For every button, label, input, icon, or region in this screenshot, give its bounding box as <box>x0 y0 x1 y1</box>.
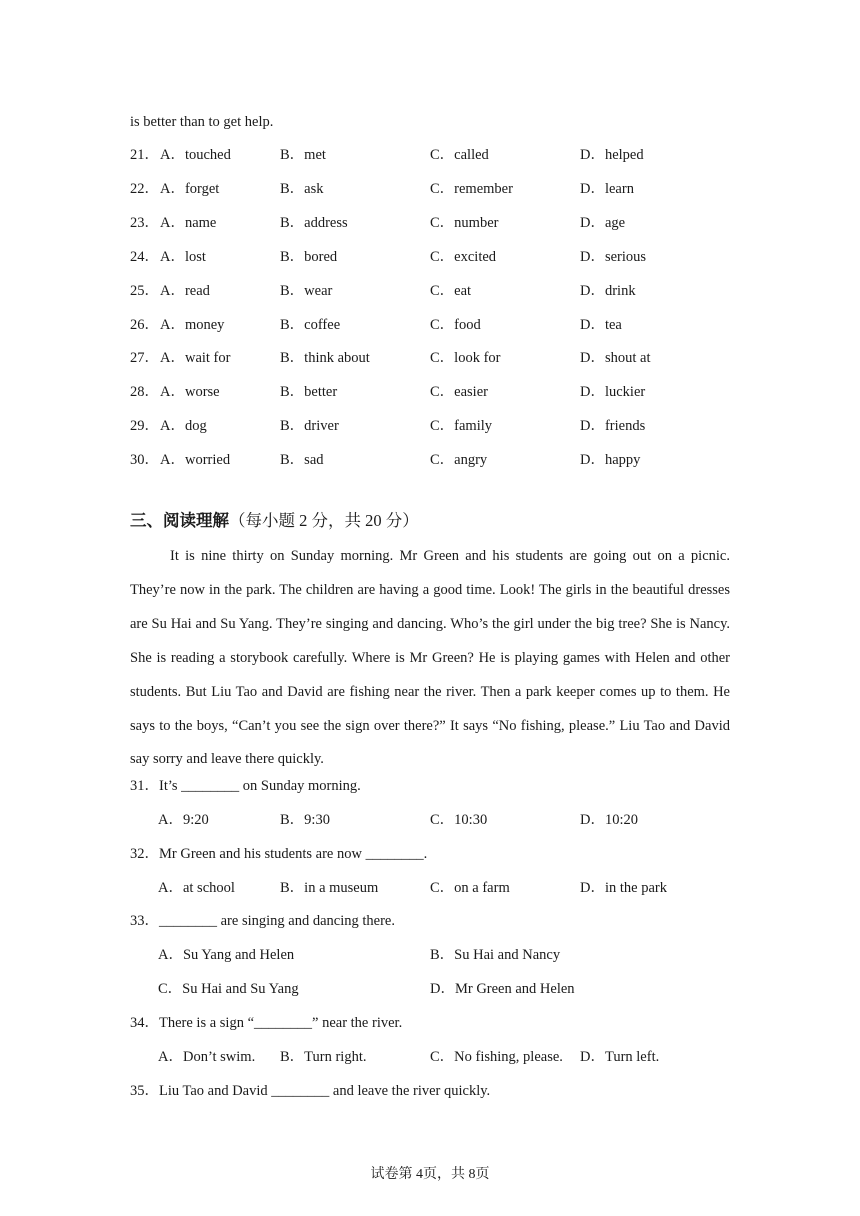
option-d: D．helped <box>580 147 644 163</box>
option-a: A．9:20 <box>158 812 209 828</box>
option-c: C．family <box>430 418 493 434</box>
section-heading-note: （每小题 2 分，共 20 分） <box>229 511 419 530</box>
question-number: 30． <box>130 452 159 468</box>
option-b: B．sad <box>280 452 324 468</box>
option-c: C．angry <box>430 452 488 468</box>
option-d: D．happy <box>580 452 641 468</box>
question-number: 23． <box>130 215 159 231</box>
question-stem: 33．________ are singing and dancing there. <box>130 913 395 929</box>
option-a: A．Su Yang and Helen <box>158 947 295 963</box>
option-b: B．think about <box>280 350 370 366</box>
reading-passage: It is nine thirty on Sunday morning. Mr Green and his students are going out on a picnic. They’re now in the park. The children are having a good time. Look! The girls in the beautiful dresses are Su Hai and Su Yang. They’re singing and dancing. Who’s the girl under the big tree? She is Nancy. She is reading a storybook carefully. Where is Mr Green? He is playing games with Helen and other students. But Liu Tao and David are fishing near the river. Then a park keeper comes up to them. He says to the boys, “Can’t you see the sign over there?” It says “No fishing, please.” Liu Tao and David say sorry and leave there quickly. <box>130 548 730 768</box>
option-d: D．shout at <box>580 350 651 366</box>
option-b: B．better <box>280 384 338 400</box>
option-b: B．driver <box>280 418 339 434</box>
option-c: C．Su Hai and Su Yang <box>158 981 299 997</box>
option-a: A．worried <box>160 452 231 468</box>
option-b: B．9:30 <box>280 812 330 828</box>
option-b: B．address <box>280 215 348 231</box>
question-stem: 34．There is a sign “________” near the river. <box>130 1015 403 1031</box>
section-heading-title: 三、阅读理解 <box>130 511 229 530</box>
option-d: D．tea <box>580 317 622 333</box>
option-d: D．drink <box>580 283 636 299</box>
option-a: A．Don’t swim. <box>158 1049 256 1065</box>
option-a: A．forget <box>160 181 220 197</box>
question-number: 28． <box>130 384 159 400</box>
option-c: C．on a farm <box>430 880 510 896</box>
option-a: A．name <box>160 215 217 231</box>
option-a: A．lost <box>160 249 206 265</box>
option-d: D．friends <box>580 418 646 434</box>
option-c: C．look for <box>430 350 501 366</box>
option-d: D．serious <box>580 249 647 265</box>
question-number: 24． <box>130 249 159 265</box>
option-d: D．Turn left. <box>580 1049 660 1065</box>
question-number: 26． <box>130 317 159 333</box>
question-number: 22． <box>130 181 159 197</box>
question-number: 21． <box>130 147 159 163</box>
option-d: D．learn <box>580 181 634 197</box>
option-c: C．No fishing, please. <box>430 1049 563 1065</box>
question-number: 29． <box>130 418 159 434</box>
option-a: A．touched <box>160 147 231 163</box>
option-b: B．Turn right. <box>280 1049 367 1065</box>
option-c: C．remember <box>430 181 513 197</box>
option-c: C．eat <box>430 283 472 299</box>
option-b: B．bored <box>280 249 338 265</box>
option-c: C．easier <box>430 384 488 400</box>
option-a: A．money <box>160 317 225 333</box>
option-d: D．10:20 <box>580 812 638 828</box>
option-c: C．called <box>430 147 489 163</box>
option-d: D．age <box>580 215 626 231</box>
option-d: D．luckier <box>580 384 646 400</box>
option-a: A．dog <box>160 418 207 434</box>
option-a: A．at school <box>158 880 235 896</box>
option-c: C．10:30 <box>430 812 488 828</box>
question-stem: 32．Mr Green and his students are now ________. <box>130 846 428 862</box>
option-d: D．in the park <box>580 880 667 896</box>
option-b: B．in a museum <box>280 880 379 896</box>
section-heading <box>130 510 419 532</box>
option-c: C．number <box>430 215 499 231</box>
intro-tail-text: is better than to get help. <box>130 114 274 130</box>
page-footer: 试卷第 4页，共 8页 <box>370 1167 490 1182</box>
option-b: B．met <box>280 147 326 163</box>
question-number: 25． <box>130 283 159 299</box>
option-c: C．excited <box>430 249 497 265</box>
question-stem: 35．Liu Tao and David ________ and leave the river quickly. <box>130 1083 491 1099</box>
option-d: D．Mr Green and Helen <box>430 981 575 997</box>
option-b: B．ask <box>280 181 324 197</box>
option-c: C．food <box>430 317 481 333</box>
option-b: B．coffee <box>280 317 341 333</box>
option-a: A．worse <box>160 384 220 400</box>
option-b: B．wear <box>280 283 333 299</box>
option-b: B．Su Hai and Nancy <box>430 947 561 963</box>
option-a: A．read <box>160 283 210 299</box>
question-number: 27． <box>130 350 159 366</box>
question-stem: 31．It’s ________ on Sunday morning. <box>130 778 361 794</box>
option-a: A．wait for <box>160 350 231 366</box>
